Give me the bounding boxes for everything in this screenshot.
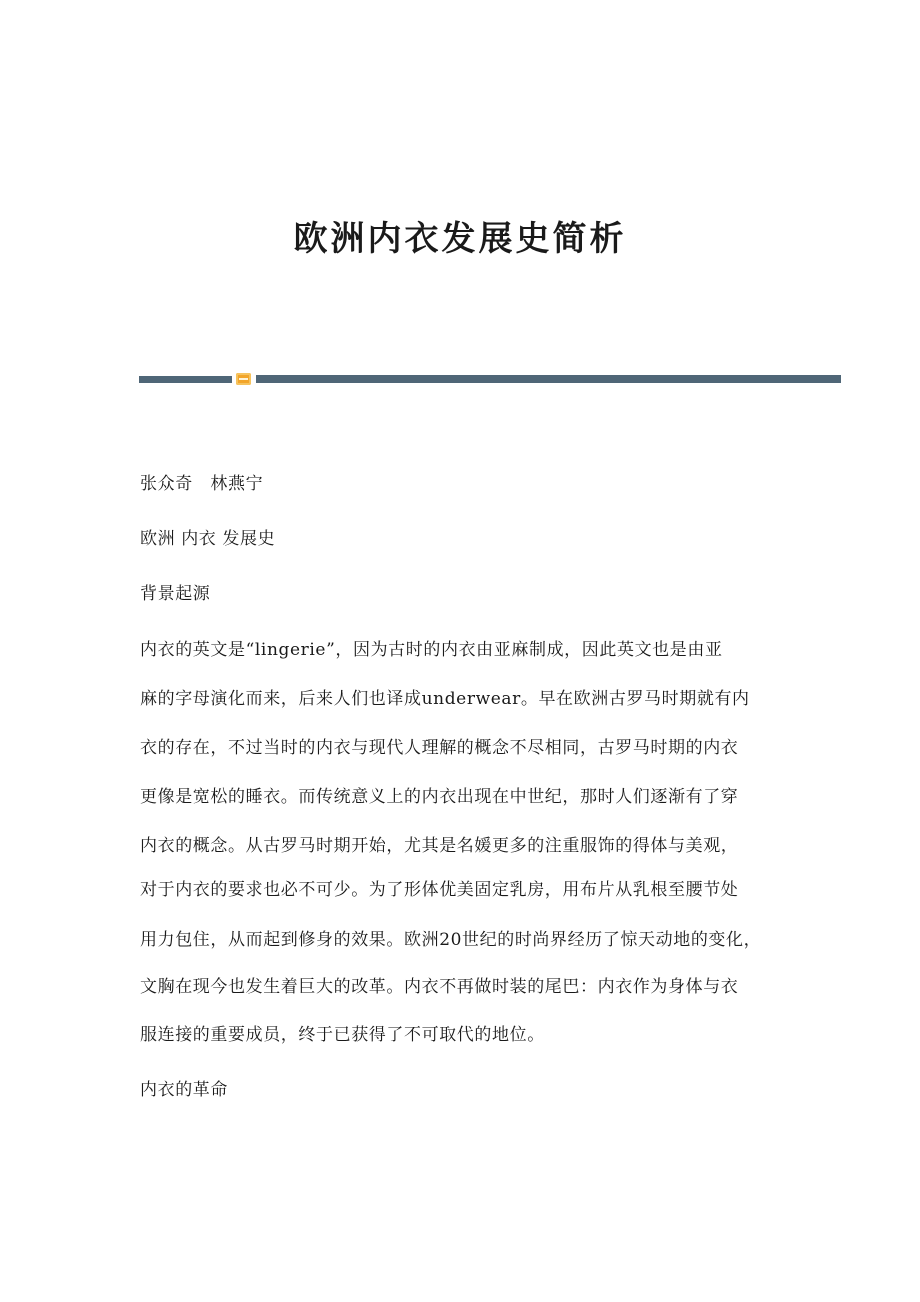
paragraph-line: 内衣的概念。从古罗马时期开始，尤其是名媛更多的注重服饰的得体与美观，: [140, 836, 739, 856]
page-title: 欧洲内衣发展史简析: [293, 219, 627, 259]
keywords: 欧洲 内衣 发展史: [140, 529, 276, 549]
paragraph-line: 内衣的英文是“lingerie”，因为古时的内衣由亚麻制成，因此英文也是由亚: [140, 640, 723, 660]
title-divider: [139, 375, 841, 384]
divider-emblem-icon: [236, 373, 251, 385]
paragraph-line: 对于内衣的要求也必不可少。为了形体优美固定乳房，用布片从乳根至腰节处: [140, 880, 739, 900]
paragraph-line: 文胸在现今也发生着巨大的改革。内衣不再做时装的尾巴：内衣作为身体与衣: [140, 977, 739, 997]
paragraph-line: 服连接的重要成员，终于已获得了不可取代的地位。: [140, 1025, 545, 1045]
authors: 张众奇 林燕宁: [140, 474, 264, 494]
paragraph-line: 衣的存在，不过当时的内衣与现代人理解的概念不尽相同，古罗马时期的内衣: [140, 738, 739, 758]
paragraph-line: 更像是宽松的睡衣。而传统意义上的内衣出现在中世纪，那时人们逐渐有了穿: [140, 787, 739, 807]
divider-bar-right: [256, 375, 841, 383]
section-heading-background: 背景起源: [140, 584, 211, 604]
paragraph-line: 用力包住，从而起到修身的效果。欧洲20世纪的时尚界经历了惊天动地的变化，: [140, 930, 762, 950]
paragraph-line: 麻的字母演化而来，后来人们也译成underwear。早在欧洲古罗马时期就有内: [140, 689, 750, 709]
divider-bar-left: [139, 376, 232, 383]
section-heading-revolution: 内衣的革命: [140, 1080, 228, 1100]
